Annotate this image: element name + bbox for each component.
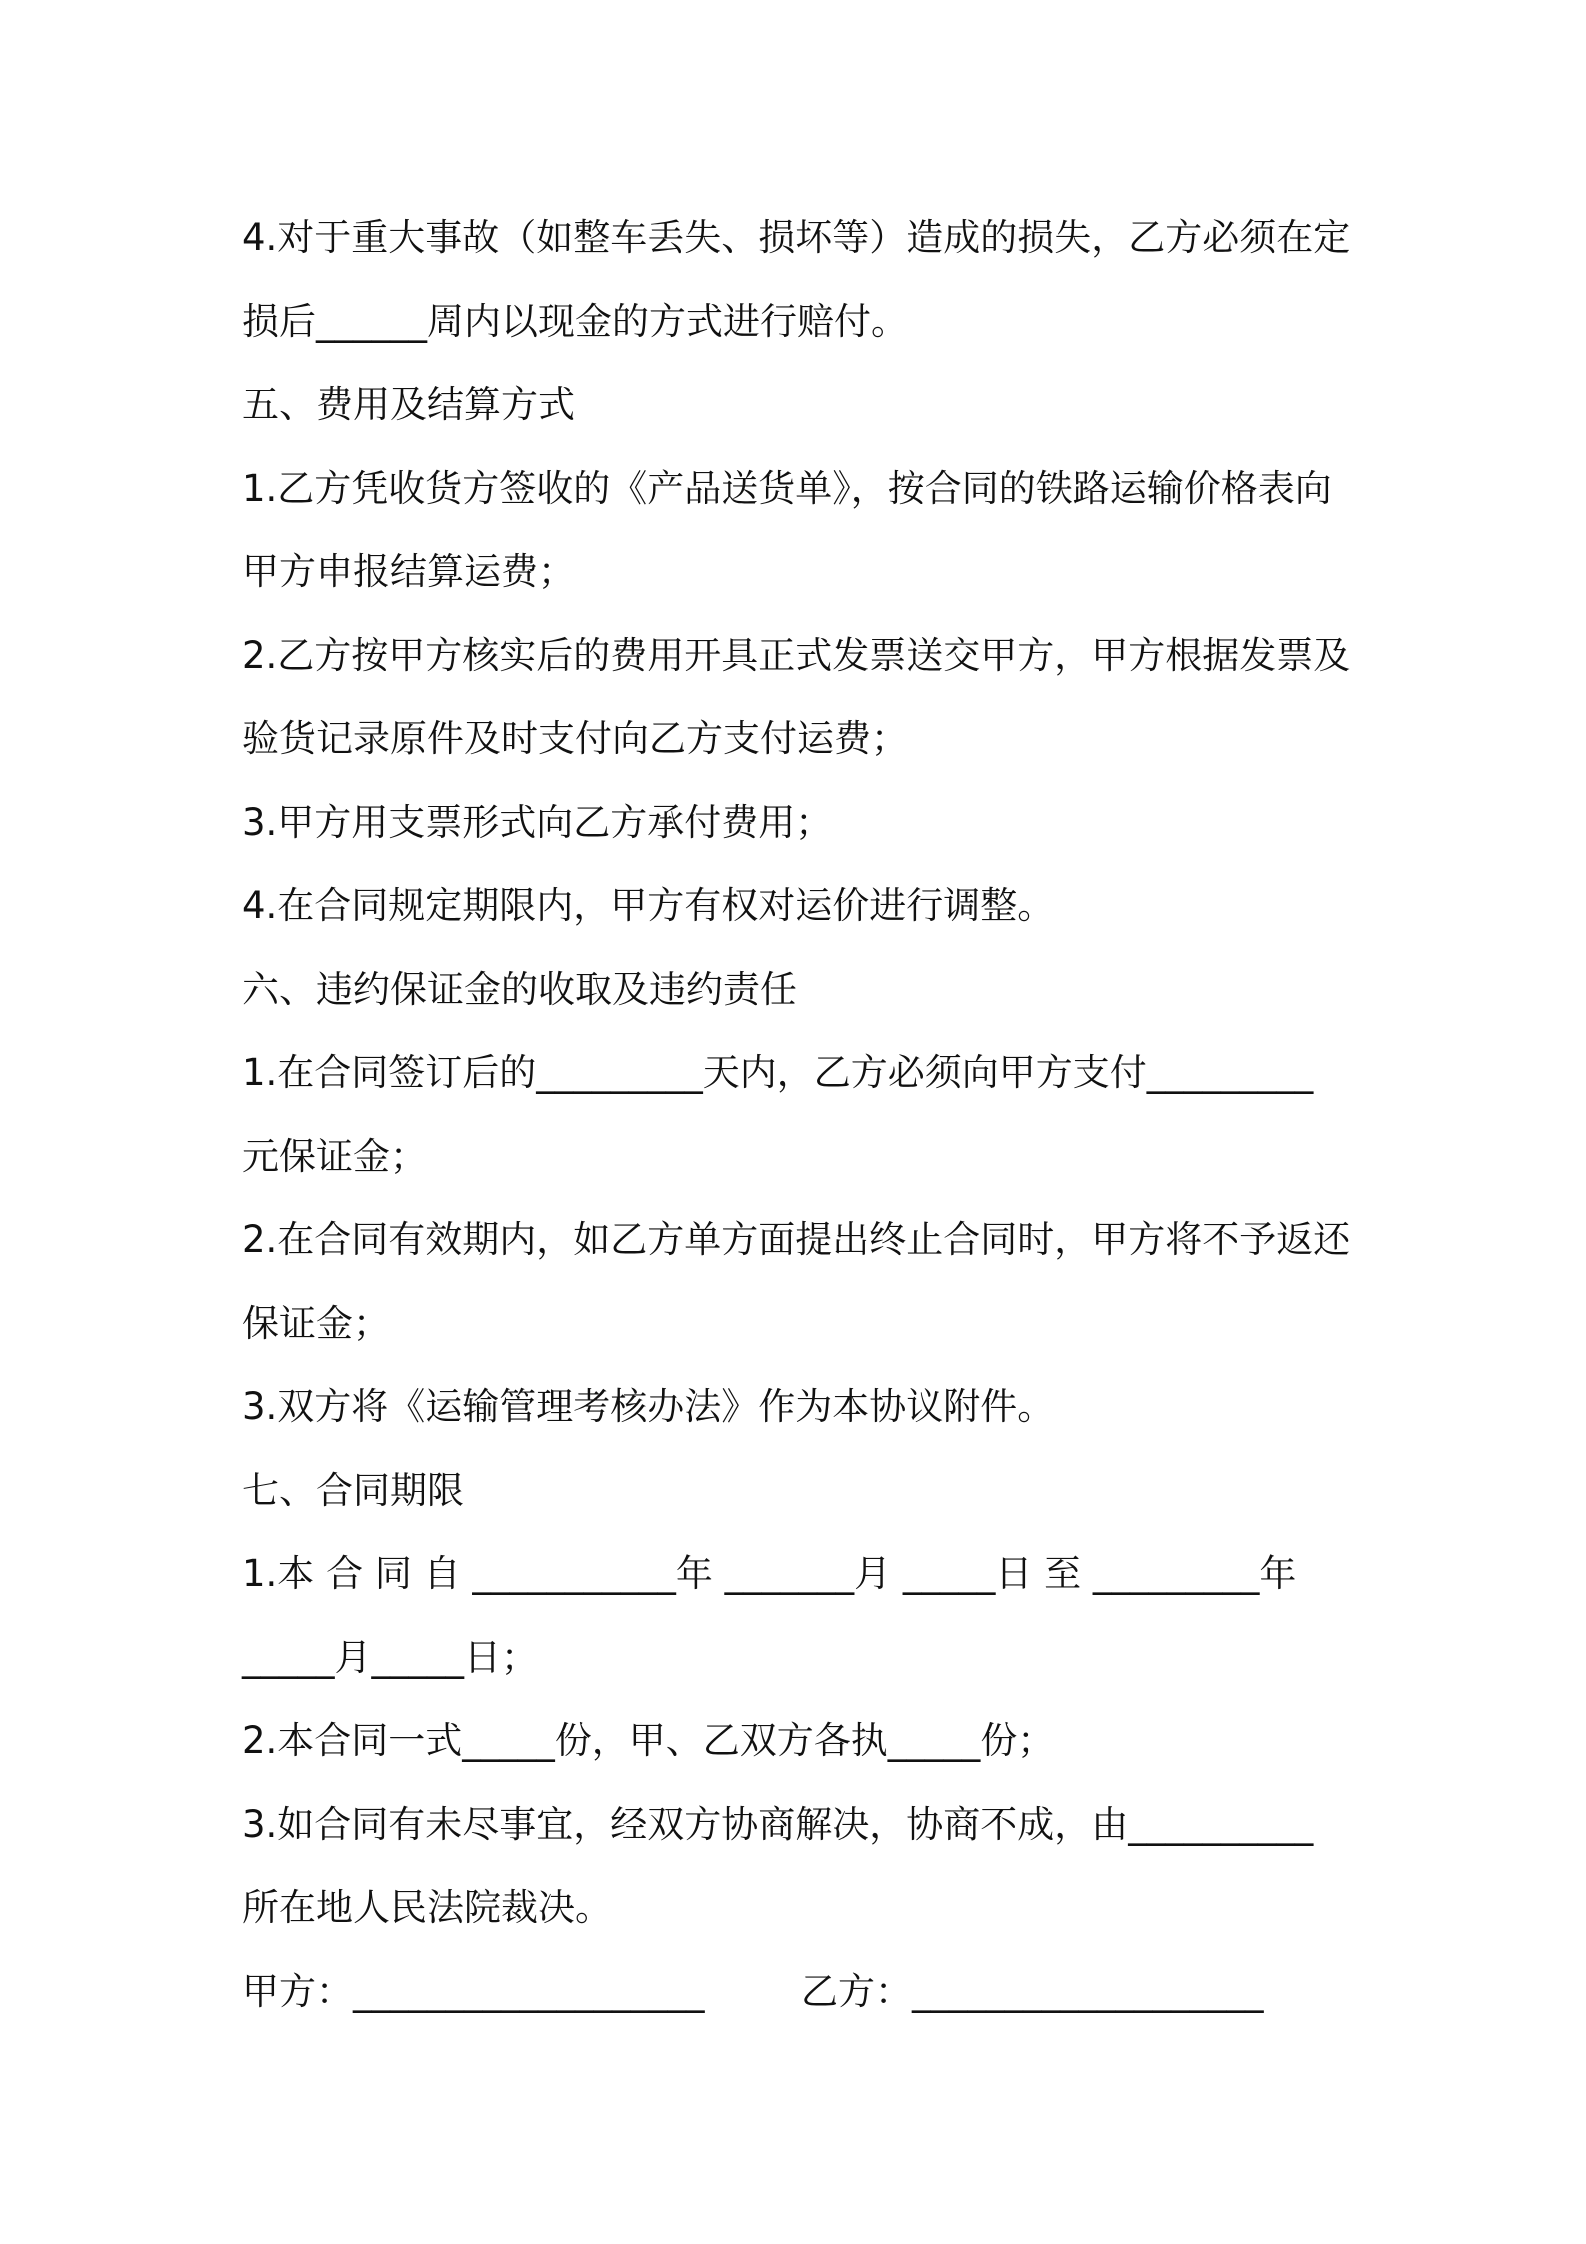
text-line: 1.本 合 同 自 ___________年 _______月 _____日 至 _________年 — [242, 1552, 1297, 1595]
text-line: 3.双方将《运输管理考核办法》作为本协议附件。 — [242, 1385, 1055, 1428]
contract-text — [242, 196, 1360, 2033]
text-line: 4.对于重大事故（如整车丢失、损坏等）造成的损失，乙方必须在定 — [242, 216, 1351, 259]
party-a-signature: 甲方：___________________ — [242, 1969, 705, 2013]
text-line: 所在地人民法院裁决。 — [242, 1886, 612, 1929]
text-line: 2.在合同有效期内，如乙方单方面提出终止合同时，甲方将不予返还 — [242, 1218, 1351, 1261]
section-heading: 七、合同期限 — [242, 1468, 464, 1512]
text-line: 元保证金； — [242, 1134, 427, 1178]
text-line: 1.乙方凭收货方签收的《产品送货单》，按合同的铁路运输价格表向 — [242, 466, 1332, 510]
text-line: 保证金； — [242, 1301, 390, 1345]
text-line: 3.甲方用支票形式向乙方承付费用； — [242, 800, 833, 844]
text-line: _____月_____日； — [242, 1635, 538, 1679]
text-line: 3.如合同有未尽事宜，经双方协商解决，协商不成，由__________ — [242, 1802, 1314, 1846]
text-line: 4.在合同规定期限内，甲方有权对运价进行调整。 — [242, 884, 1055, 927]
text-line: 甲方申报结算运费； — [242, 550, 575, 593]
party-b-signature: 乙方：___________________ — [801, 1969, 1264, 2013]
text-line: 2.乙方按甲方核实后的费用开具正式发票送交甲方，甲方根据发票及 — [242, 633, 1351, 677]
text-line: 2.本合同一式_____份，甲、乙双方各执_____份； — [242, 1719, 1055, 1762]
text-line: 损后______周内以现金的方式进行赔付。 — [242, 299, 908, 343]
section-heading: 六、违约保证金的收取及违约责任 — [242, 967, 797, 1011]
text-line: 1.在合同签订后的_________天内，乙方必须向甲方支付_________ — [242, 1051, 1314, 1094]
section-heading: 五、费用及结算方式 — [242, 383, 575, 426]
text-line: 验货记录原件及时支付向乙方支付运费； — [242, 717, 908, 760]
signature-row — [242, 1950, 1360, 2034]
